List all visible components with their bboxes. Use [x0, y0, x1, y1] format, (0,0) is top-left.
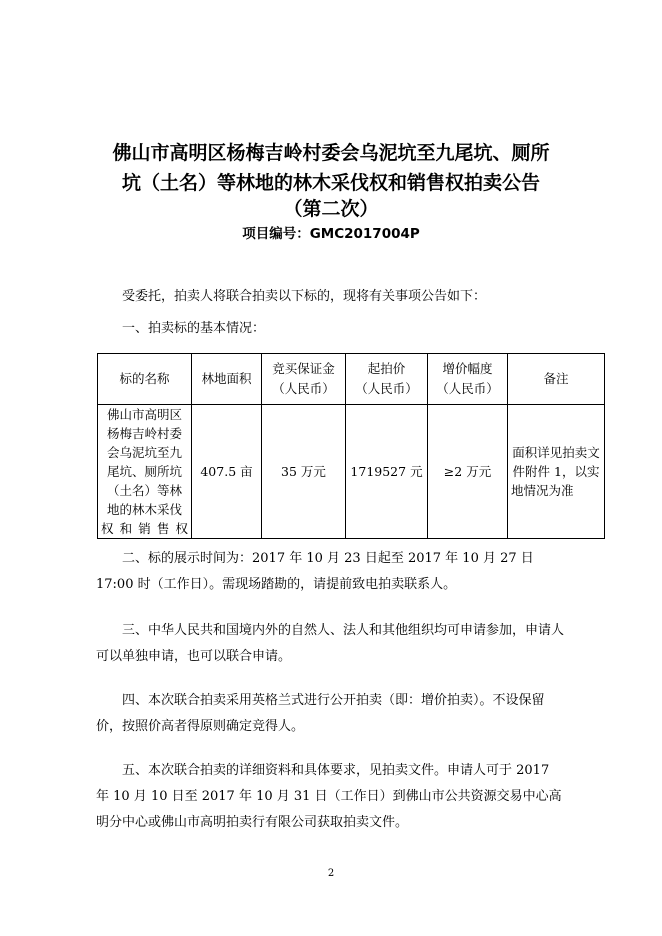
table-header-row — [98, 354, 605, 405]
header-remark: 备注 — [508, 354, 605, 405]
cell-deposit: 35 万元 — [262, 405, 346, 539]
header-start-line2: （人民币） — [355, 381, 418, 396]
header-increment-line2: （人民币） — [436, 381, 499, 396]
cell-area: 407.5 亩 — [192, 405, 262, 539]
cell-increment: ≥2 万元 — [428, 405, 508, 539]
project-number: 项目编号：GMC2017004P — [242, 226, 420, 242]
section-2-paragraph: 二、标的展示时间为：2017 年 10 月 23 日起至 2017 年 10 月 27 日 17:00 时（工作日）。需现场踏勘的，请提前致电拍卖联系人。 — [96, 551, 534, 592]
section-3-paragraph: 三、中华人民共和国境内外的自然人、法人和其他组织均可申请参加，申请人可以单独申请，也可以联合申请。 — [96, 623, 565, 664]
section-4-paragraph: 四、本次联合拍卖采用英格兰式进行公开拍卖（即：增价拍卖）。不设保留价，按照价高者得原则确定竞得人。 — [96, 693, 545, 734]
cell-start-price: 1719527 元 — [346, 405, 428, 539]
page-number: 2 — [327, 868, 335, 879]
cell-remark: 面积详见拍卖文件附件 1，以实地情况为准 — [508, 405, 605, 539]
header-deposit-line1: 竞买保证金 — [272, 361, 335, 376]
title-line-2: 坑（土名）等林地的林木采伐权和销售权拍卖公告 — [121, 172, 540, 194]
header-start-price — [346, 354, 428, 405]
section-1-heading: 一、拍卖标的基本情况： — [122, 321, 266, 336]
table-row — [98, 405, 605, 539]
header-start-line1: 起拍价 — [367, 361, 406, 376]
lot-table — [97, 353, 605, 539]
intro-paragraph: 受委托，拍卖人将联合拍卖以下标的，现将有关事项公告如下： — [122, 289, 487, 304]
title-line-3: （第二次） — [283, 198, 379, 220]
header-deposit — [262, 354, 346, 405]
cell-lot-name: 佛山市高明区杨梅吉岭村委会乌泥坑至九尾坑、厕所坑（土名）等林地的林木采伐权和销售权 — [98, 405, 192, 539]
header-name: 标的名称 — [98, 354, 192, 405]
header-deposit-line2: （人民币） — [272, 381, 335, 396]
header-area: 林地面积 — [192, 354, 262, 405]
section-5-paragraph: 五、本次联合拍卖的详细资料和具体要求，见拍卖文件。申请人可于 2017 年 10 月 10 日至 2017 年 10 月 31 日（工作日）到佛山市公共资源交易中心高明分中心或佛山市高明拍卖行有限公司获取拍卖文件。 — [96, 763, 562, 830]
title-line-1: 佛山市高明区杨梅吉岭村委会乌泥坑至九尾坑、厕所 — [112, 142, 550, 164]
header-increment-line1: 增价幅度 — [442, 361, 493, 376]
header-increment — [428, 354, 508, 405]
